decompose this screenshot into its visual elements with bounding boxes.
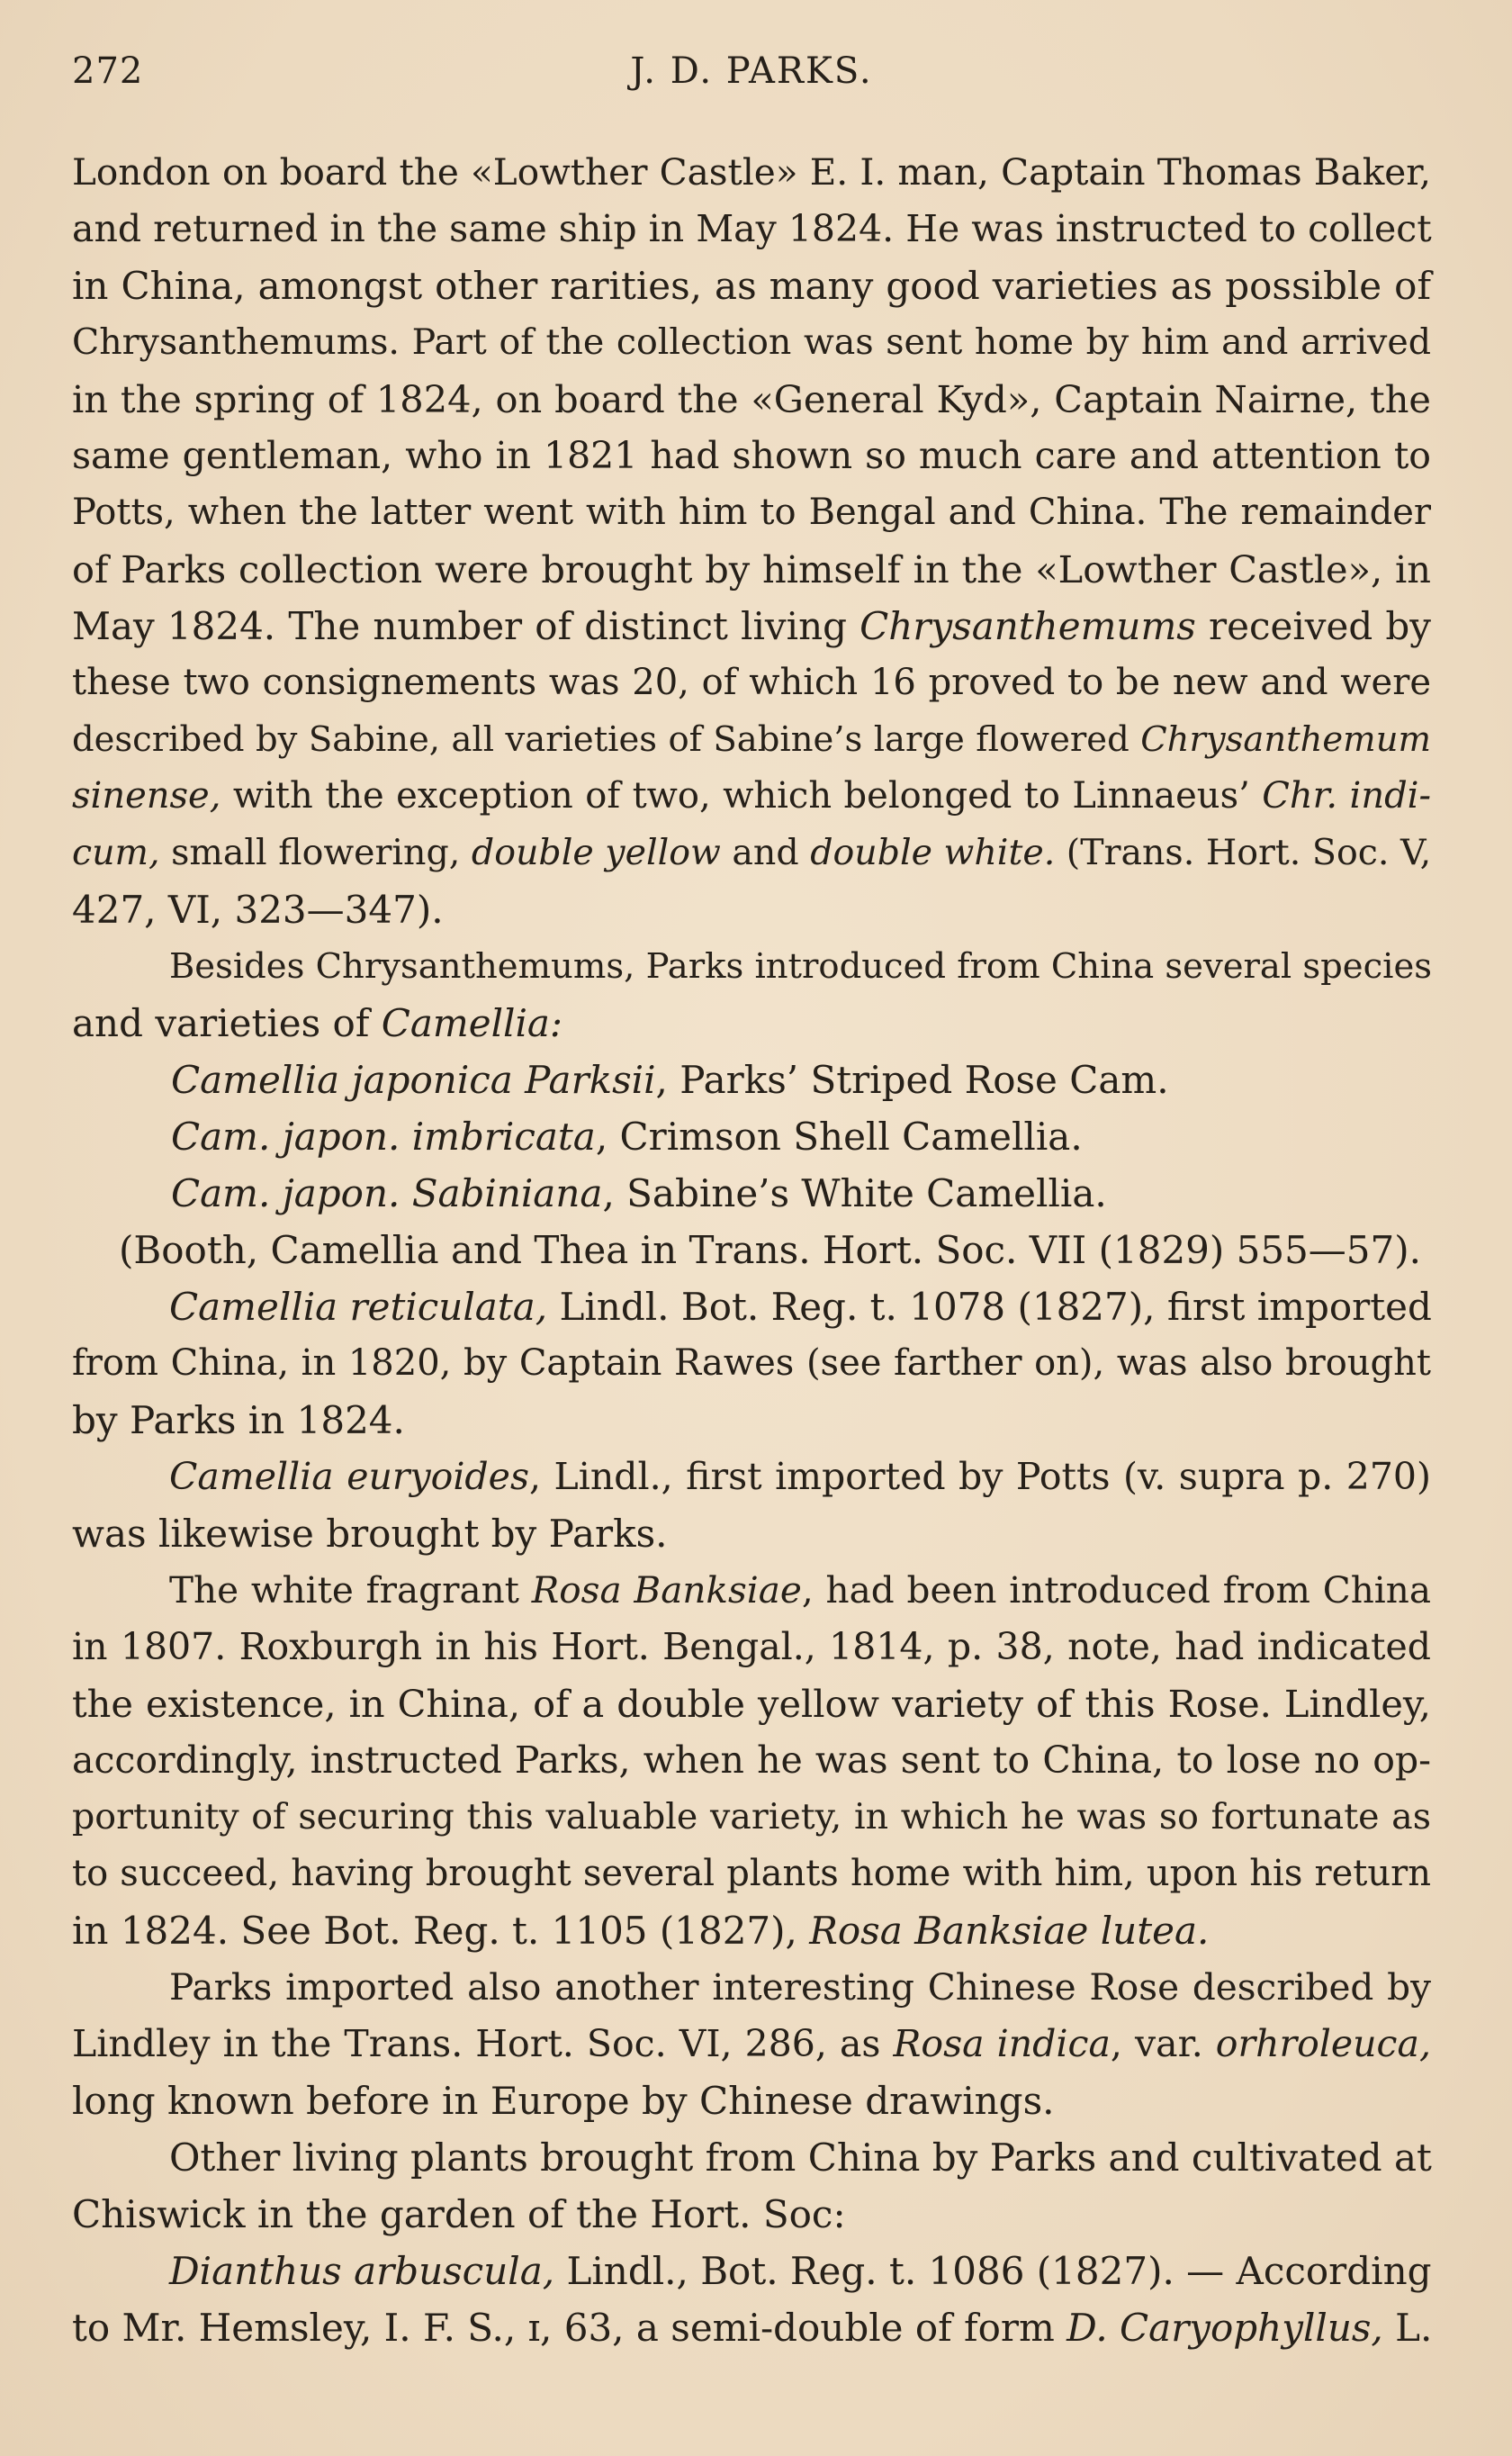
text-line [72,1335,1431,1392]
body-text [72,144,1431,2356]
text-segment: long known before in Europe by Chinese drawings. [72,2079,1055,2123]
text-line [72,881,1431,938]
text-segment: with the exception of two, which belonged to Linnaeus’ [220,775,1263,817]
text-line [72,1562,1431,1619]
text-segment: Besides Chrysanthemums, Parks introduced from China several species [169,946,1432,987]
text-segment: L. [1382,2306,1433,2350]
running-head: J. D. PARKS. [630,50,873,92]
text-segment: (Trans. Hort. Soc. V, [1055,832,1432,873]
text-line [72,144,1431,201]
text-segment: described by Sabine, all varieties of Sabine’s large flowered [72,719,1141,760]
text-line [72,655,1431,711]
text-line [72,1619,1431,1675]
text-line [72,1846,1431,1902]
italic-text: Camellia euryoides [169,1455,529,1498]
text-line [72,711,1431,768]
italic-text: double yellow [471,832,721,873]
page-header [72,50,1431,104]
text-segment: Lindl., Bot. Reg. t. 1086 (1827). — According [554,2249,1432,2293]
italic-text: Chrysanthemum [1140,719,1431,760]
italic-text: sinense, [72,775,221,817]
text-segment: in China, amongst other rarities, as many good varieties as possible of [72,264,1431,308]
italic-text: Camellia japonica Parksii [171,1058,656,1102]
text-segment: the existence, in China, of a double yellow variety of this Rose. Lindley, [72,1682,1431,1726]
text-segment: in 1807. Roxburgh in his Hort. Bengal., 1814, p. 38, note, had indicated [72,1625,1431,1668]
text-line [72,598,1431,655]
text-line [72,1108,1431,1165]
text-segment: London on board the «Lowther Castle» E. I. man, Captain Thomas Baker, [72,150,1431,194]
text-line [72,541,1431,598]
text-line [72,257,1431,314]
text-segment: Lindley in the Trans. Hort. Soc. VI, 286, as [72,2022,894,2065]
text-segment: The white fragrant [169,1568,532,1612]
text-segment: accordingly, instructed Parks, when he was sent to China, to lose no op- [72,1738,1431,1782]
text-segment: to Mr. Hemsley, I. F. S., ɪ, 63, a semi-double of form [72,2306,1067,2350]
text-segment: Other living plants brought from China by Parks and cultivated at [169,2135,1432,2180]
text-line [72,1278,1431,1335]
text-segment: was likewise brought by Parks. [72,1512,668,1556]
text-segment: same gentleman, who in 1821 had shown so much care and attention to [72,434,1431,477]
text-segment: in the spring of 1824, on board the «General Kyd», Captain Nairne, the [72,377,1431,421]
text-segment: small flowering, [159,832,472,873]
text-segment: , Crimson Shell Camellia. [595,1115,1083,1159]
text-line [72,1449,1431,1505]
text-segment: Parks imported also another interesting Chinese Rose described by [169,1965,1431,2009]
italic-text: Cam. japon. Sabiniana [171,1171,603,1215]
italic-text: Chr. indi- [1262,775,1431,817]
italic-text: cum, [72,832,160,873]
page-number: 272 [72,50,144,92]
text-segment: Potts, when the latter went with him to Bengal and China. The remainder [72,492,1431,533]
text-segment: Chiswick in the garden of the Hort. Soc: [72,2192,846,2236]
text-segment: Chrysanthemums. Part of the collection was sent home by him and arrived [72,321,1431,363]
italic-text: Chrysanthemums [860,604,1196,648]
text-line [72,1505,1431,1562]
text-segment: by Parks in 1824. [72,1398,405,1442]
text-line [72,428,1431,484]
text-line [72,938,1431,995]
text-line [72,2129,1431,2186]
text-line [72,1392,1431,1449]
text-line [72,201,1431,257]
italic-text: D. Caryophyllus, [1066,2306,1383,2350]
text-line [72,995,1431,1052]
text-segment: , had been introduced from China [801,1568,1431,1612]
text-segment: 427, VI, 323—347). [72,888,444,932]
text-segment: these two consignements was 20, of which 16 proved to be new and were [72,662,1431,703]
text-segment: portunity of securing this valuable variety, in which he was so fortunate as [72,1796,1431,1837]
text-line [72,1959,1431,2016]
italic-text: Cam. japon. imbricata [171,1115,596,1159]
text-line [72,2299,1431,2356]
text-line [72,371,1431,428]
text-segment: May 1824. The number of distinct living [72,604,860,648]
text-segment: of Parks collection were brought by himself in the «Lowther Castle», in [72,547,1431,591]
text-segment: Lindl. Bot. Reg. t. 1078 (1827), first imported [547,1285,1432,1329]
text-line [72,1222,1431,1278]
italic-text: Rosa Banksiae [531,1568,802,1612]
text-segment: , Lindl., first imported by Potts (v. supra p. 270) [529,1455,1431,1498]
text-segment: (Booth, Camellia and Thea in Trans. Hort. Soc. VII (1829) 555—57). [119,1228,1421,1272]
text-segment: from China, in 1820, by Captain Rawes (see farther on), was also brought [72,1342,1431,1384]
text-line [72,1675,1431,1732]
text-segment: in 1824. See Bot. Reg. t. 1105 (1827), [72,1909,810,1953]
text-segment: , Sabine’s White Camellia. [602,1171,1107,1215]
text-line [72,1732,1431,1789]
text-line [72,2243,1431,2299]
text-segment: and [720,832,811,873]
text-segment: and returned in the same ship in May 1824. He was instructed to collect [72,207,1432,250]
text-line [72,1789,1431,1846]
text-line [72,2072,1431,2129]
italic-text: Rosa Banksiae lutea. [809,1909,1210,1953]
italic-text: Rosa indica [893,2022,1111,2065]
italic-text: orhroleuca, [1215,2022,1431,2065]
text-line [72,768,1431,825]
text-line [72,484,1431,541]
text-line [72,2186,1431,2243]
text-segment: , Parks’ Striped Rose Cam. [655,1058,1169,1102]
italic-text: Dianthus arbuscula, [169,2249,555,2293]
text-line [72,314,1431,371]
text-segment: and varieties of [72,1001,382,1045]
italic-text: Camellia reticulata, [169,1285,548,1329]
text-line [72,1165,1431,1222]
text-segment: , var. [1110,2022,1216,2065]
text-line [72,825,1431,881]
italic-text: double white. [810,832,1056,873]
text-line [72,1052,1431,1108]
text-segment: received by [1195,604,1431,648]
text-segment: to succeed, having brought several plants home with him, upon his return [72,1853,1431,1894]
text-line [72,1902,1431,1959]
text-line [72,2016,1431,2072]
italic-text: Camellia: [381,1001,563,1045]
